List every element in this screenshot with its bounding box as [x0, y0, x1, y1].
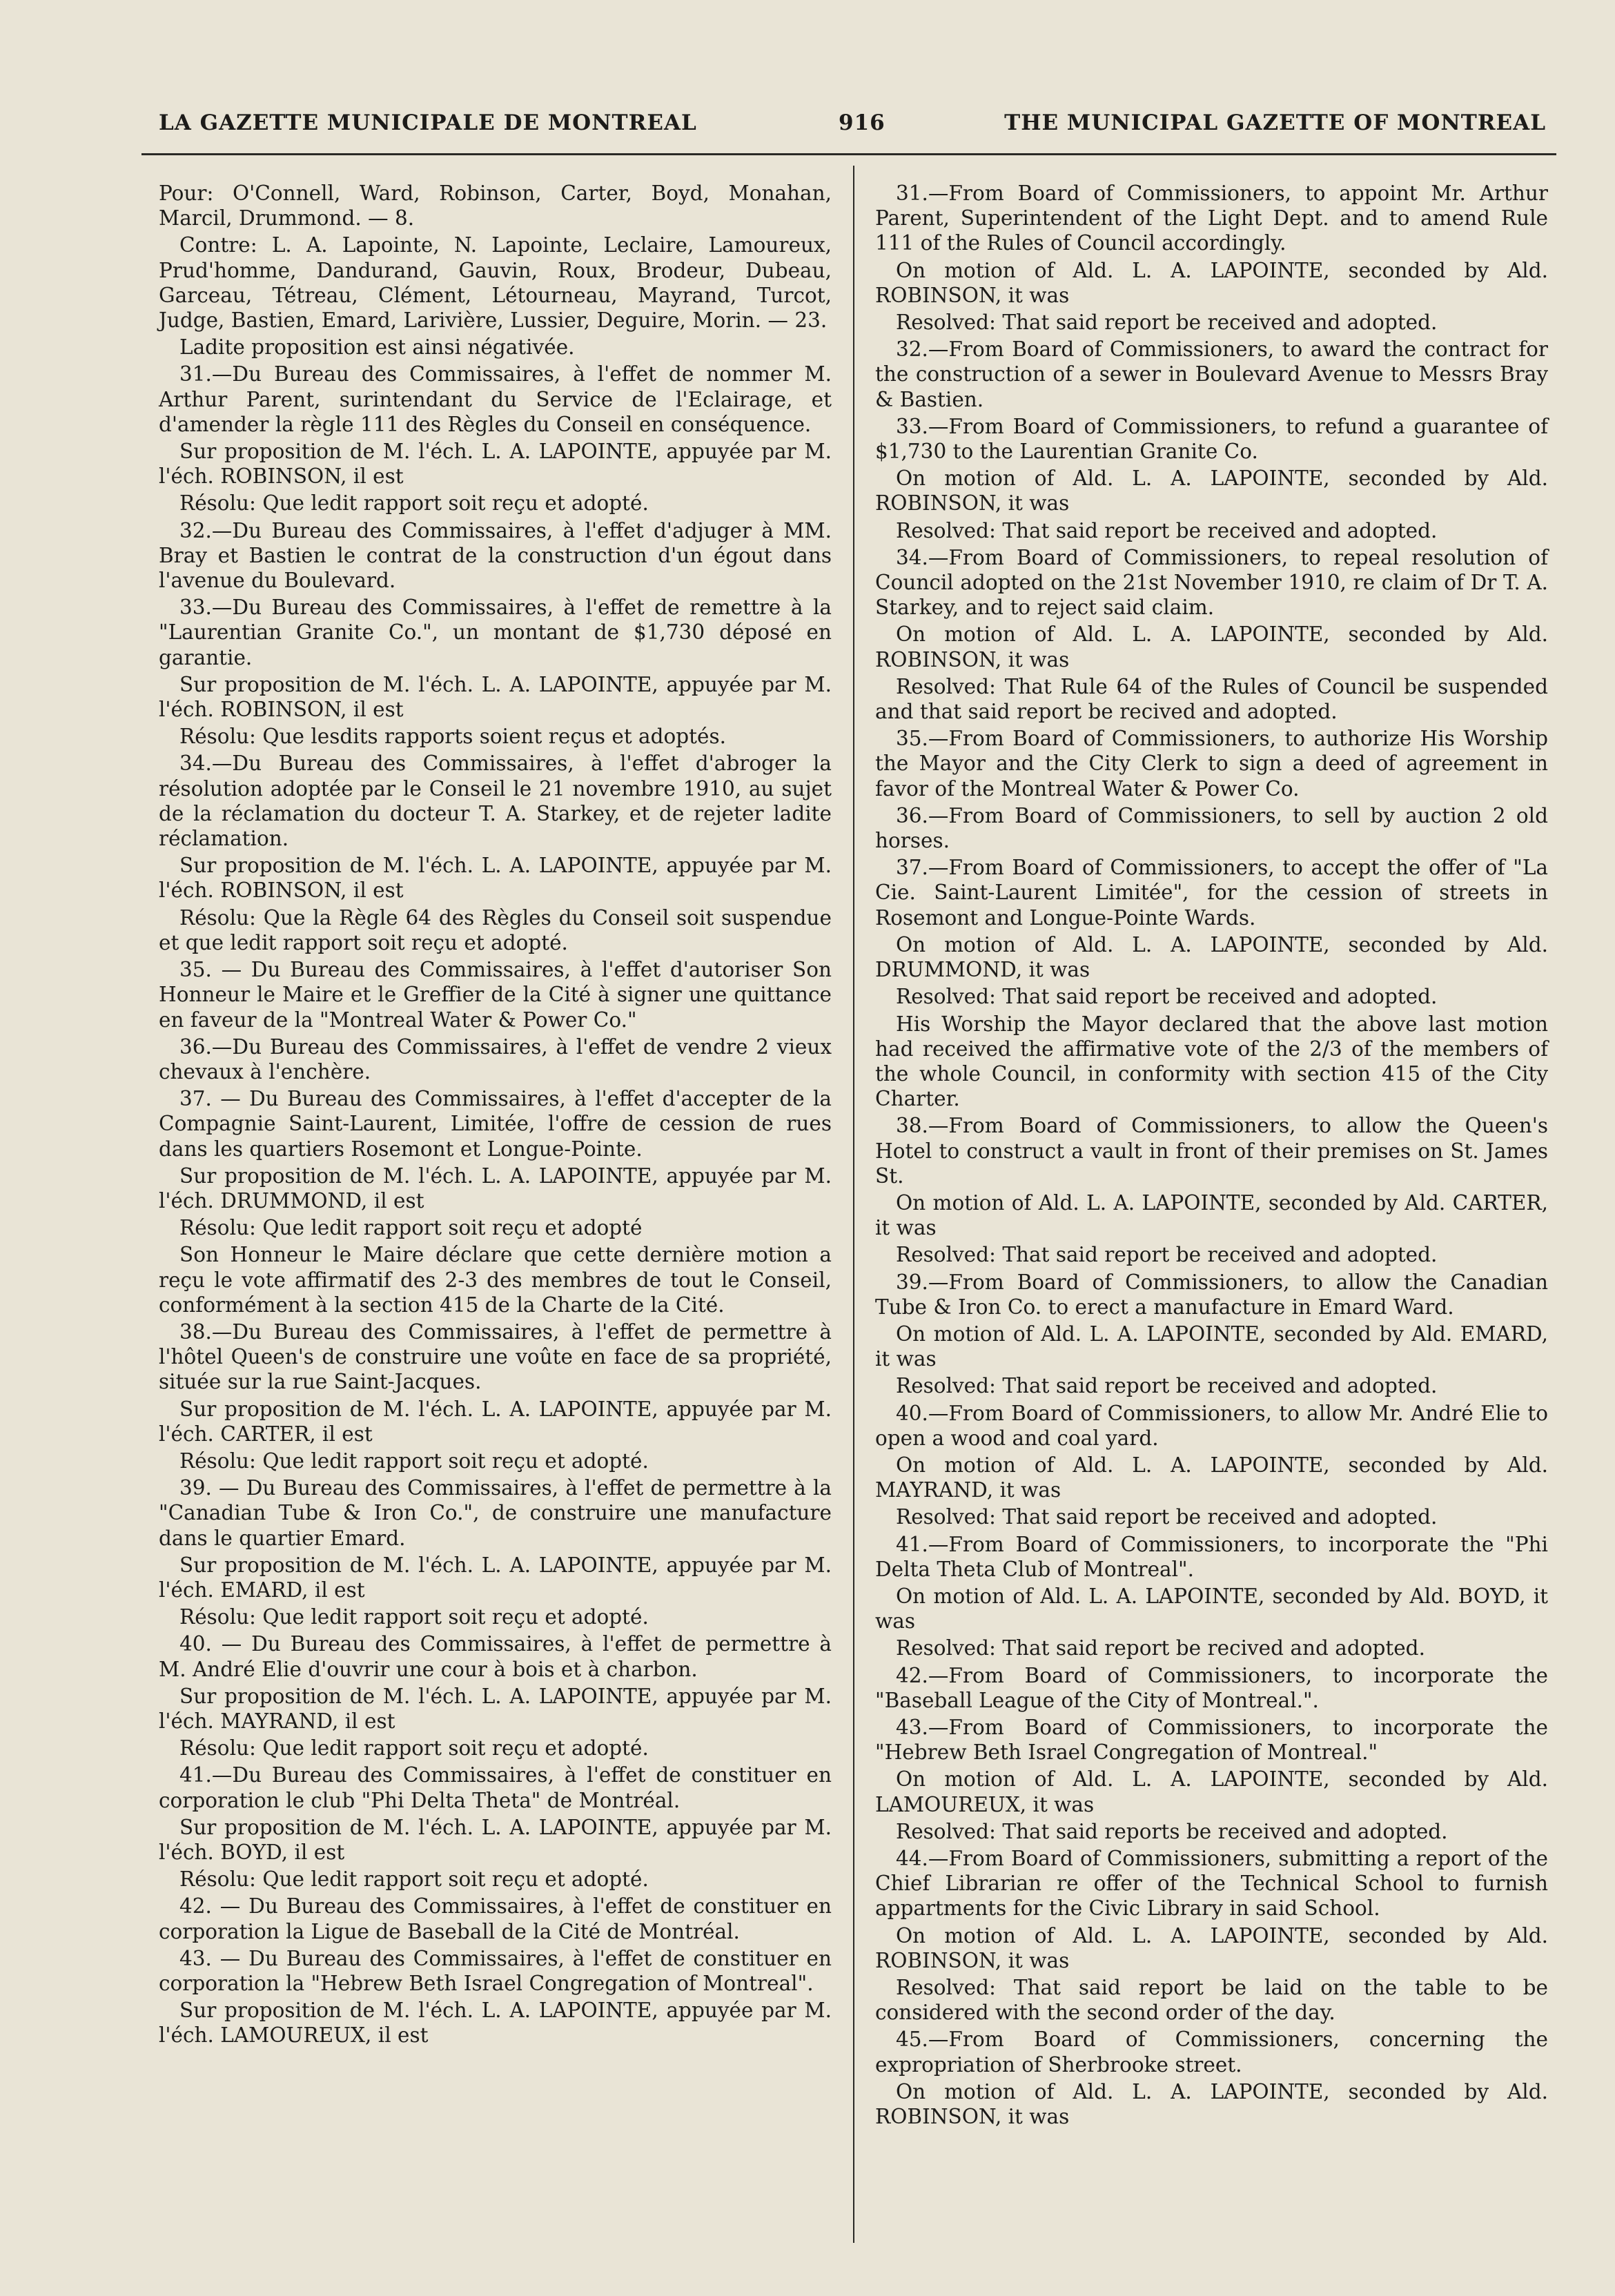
english-paragraph: Resolved: That said reports be received and adopted.: [896, 1819, 1448, 1843]
french-paragraph: Résolu: Que ledit rapport soit reçu et adopté.: [179, 1605, 649, 1629]
english-paragraph: 41.—From Board of Commissioners, to incorporate the "Phi Delta Theta Club of Montreal".: [875, 1532, 1548, 1581]
english-paragraph: On motion of Ald. L. A. LAPOINTE, seconded by Ald. CARTER, it was: [875, 1190, 1548, 1240]
french-paragraph: Résolu: Que la Règle 64 des Règles du Conseil soit suspendue et que ledit rapport soit reçu et adopté.: [159, 905, 832, 954]
french-paragraph: Résolu: Que lesdits rapports soient reçus et adoptés.: [179, 725, 727, 749]
french-paragraph: Contre: L. A. Lapointe, N. Lapointe, Leclaire, Lamoureux, Prud'homme, Dandurand, Gauvin, Roux, Brodeur, Dubeau, Garceau, Tétreau, Clément, Létourneau, Mayrand, Turcot, Judge, Bastien, Emard, Larivière, Lussier, Deguire, Morin. — 23.: [159, 233, 832, 333]
french-column: [159, 181, 832, 2050]
french-paragraph: Résolu: Que ledit rapport soit reçu et adopté.: [179, 1449, 649, 1473]
french-paragraph: 31.—Du Bureau des Commissaires, à l'effet de nommer M. Arthur Parent, surintendant du Service de l'Eclairage, et d'amender la règle 111 des Règles du Conseil en conséquence.: [159, 362, 832, 436]
english-paragraph: Resolved: That said report be received and adopted.: [896, 518, 1438, 542]
french-paragraph: 37. — Du Bureau des Commissaires, à l'effet d'accepter de la Compagnie Saint-Laurent, Limitée, l'offre de cession de rues dans les quartiers Rosemont et Longue-Pointe.: [159, 1087, 832, 1161]
english-paragraph: Resolved: That said report be recived and adopted.: [896, 1636, 1425, 1660]
french-paragraph: 40. — Du Bureau des Commissaires, à l'effet de permettre à M. André Elie d'ouvrir une cour à bois et à charbon.: [159, 1632, 832, 1681]
english-paragraph: 44.—From Board of Commissioners, submitting a report of the Chief Librarian re offer of the Technical School to furnish appartments for the Civic Library in said School.: [875, 1847, 1548, 1921]
french-paragraph: 41.—Du Bureau des Commissaires, à l'effet de constituer en corporation le club "Phi Delta Theta" de Montréal.: [159, 1763, 832, 1812]
english-paragraph: On motion of Ald. L. A. LAPOINTE, seconded by Ald. EMARD, it was: [875, 1322, 1548, 1371]
french-paragraph: Ladite proposition est ainsi négativée.: [179, 335, 575, 360]
french-paragraph: Sur proposition de M. l'éch. L. A. LAPOINTE, appuyée par M. l'éch. ROBINSON, il est: [159, 440, 832, 489]
header-title-french: LA GAZETTE MUNICIPALE DE MONTREAL: [159, 110, 697, 135]
english-paragraph: Resolved: That said report be received and adopted.: [896, 985, 1438, 1009]
english-paragraph: 31.—From Board of Commissioners, to appoint Mr. Arthur Parent, Superintendent of the Light Dept. and to amend Rule 111 of the Rules of Council accordingly.: [875, 181, 1548, 255]
french-paragraph: Résolu: Que ledit rapport soit reçu et adopté: [179, 1216, 643, 1240]
french-paragraph: 43. — Du Bureau des Commissaires, à l'effet de constituer en corporation la "Hebrew Beth Israel Congregation of Montreal".: [159, 1946, 832, 1996]
english-paragraph: 38.—From Board of Commissioners, to allow the Queen's Hotel to construct a vault in front of their premises on St. James St.: [875, 1114, 1548, 1188]
french-paragraph: Sur proposition de M. l'éch. L. A. LAPOINTE, appuyée par M. l'éch. BOYD, il est: [159, 1815, 832, 1864]
english-paragraph: 39.—From Board of Commissioners, to allow the Canadian Tube & Iron Co. to erect a manufacture in Emard Ward.: [875, 1270, 1548, 1319]
english-paragraph: Resolved: That said report be received and adopted.: [896, 1243, 1438, 1267]
english-paragraph: 43.—From Board of Commissioners, to incorporate the "Hebrew Beth Israel Congregation of Montreal.": [875, 1715, 1548, 1765]
french-paragraph: 39. — Du Bureau des Commissaires, à l'effet de permettre à la "Canadian Tube & Iron Co.", de construire une manufacture dans le quartier Emard.: [159, 1476, 832, 1550]
french-paragraph: Pour: O'Connell, Ward, Robinson, Carter, Boyd, Monahan, Marcil, Drummond. — 8.: [159, 181, 832, 230]
french-paragraph: Sur proposition de M. l'éch. L. A. LAPOINTE, appuyée par M. l'éch. ROBINSON, il est: [159, 854, 832, 903]
english-paragraph: 37.—From Board of Commissioners, to accept the offer of "La Cie. Saint-Laurent Limitée", for the cession of streets in Rosemont and Longue-Pointe Wards.: [875, 856, 1548, 930]
french-paragraph: Résolu: Que ledit rapport soit reçu et adopté.: [179, 1736, 649, 1760]
english-paragraph: His Worship the Mayor declared that the above last motion had received the affirmative vote of the 2/3 of the members of the whole Council, in conformity with section 415 of the City Charter.: [875, 1012, 1548, 1111]
header-divider: [141, 153, 1556, 155]
header-title-english: THE MUNICIPAL GAZETTE OF MONTREAL: [1004, 110, 1546, 135]
french-paragraph: Sur proposition de M. l'éch. L. A. LAPOINTE, appuyée par M. l'éch. MAYRAND, il est: [159, 1684, 832, 1733]
english-column: [875, 181, 1548, 2131]
english-paragraph: 36.—From Board of Commissioners, to sell by auction 2 old horses.: [875, 803, 1548, 853]
english-paragraph: 45.—From Board of Commissioners, concerning the expropriation of Sherbrooke street.: [875, 2028, 1548, 2077]
french-paragraph: 34.—Du Bureau des Commissaires, à l'effet d'abroger la résolution adoptée par le Conseil le 21 novembre 1910, au sujet de la réclamation du docteur T. A. Starkey, et de rejeter ladite réclamation.: [159, 752, 832, 851]
english-paragraph: 32.—From Board of Commissioners, to award the contract for the construction of a sewer in Boulevard Avenue to Messrs Bray & Bastien.: [875, 337, 1548, 411]
french-paragraph: 42. — Du Bureau des Commissaires, à l'effet de constituer en corporation la Ligue de Baseball de la Cité de Montréal.: [159, 1894, 832, 1943]
french-paragraph: 32.—Du Bureau des Commissaires, à l'effet d'adjuger à MM. Bray et Bastien le contrat de la construction d'un égout dans l'avenue du Boulevard.: [159, 518, 832, 593]
english-paragraph: 40.—From Board of Commissioners, to allow Mr. André Elie to open a wood and coal yard.: [875, 1401, 1548, 1450]
english-paragraph: Resolved: That said report be received and adopted.: [896, 1374, 1438, 1398]
english-paragraph: On motion of Ald. L. A. LAPOINTE, seconded by Ald. BOYD, it was: [875, 1584, 1548, 1633]
english-paragraph: Resolved: That Rule 64 of the Rules of Council be suspended and that said report be recived and adopted.: [875, 674, 1548, 724]
english-paragraph: On motion of Ald. L. A. LAPOINTE, seconded by Ald. ROBINSON, it was: [875, 467, 1548, 516]
french-paragraph: Sur proposition de M. l'éch. L. A. LAPOINTE, appuyée par M. l'éch. EMARD, il est: [159, 1553, 832, 1602]
column-divider: [853, 166, 854, 2243]
french-paragraph: Sur proposition de M. l'éch. L. A. LAPOINTE, appuyée par M. l'éch. DRUMMOND, il est: [159, 1164, 832, 1213]
page-number: 916: [839, 110, 885, 135]
french-paragraph: Sur proposition de M. l'éch. L. A. LAPOINTE, appuyée par M. l'éch. CARTER, il est: [159, 1397, 832, 1446]
english-paragraph: On motion of Ald. L. A. LAPOINTE, seconded by Ald. ROBINSON, it was: [875, 258, 1548, 307]
english-paragraph: 33.—From Board of Commissioners, to refund a guarantee of $1,730 to the Laurentian Granite Co.: [875, 414, 1548, 464]
english-paragraph: On motion of Ald. L. A. LAPOINTE, seconded by Ald. MAYRAND, it was: [875, 1453, 1548, 1502]
french-paragraph: Sur proposition de M. l'éch. L. A. LAPOINTE, appuyée par M. l'éch. LAMOUREUX, il est: [159, 1999, 832, 2048]
english-paragraph: On motion of Ald. L. A. LAPOINTE, seconded by Ald. DRUMMOND, it was: [875, 932, 1548, 982]
french-paragraph: 33.—Du Bureau des Commissaires, à l'effet de remettre à la "Laurentian Granite Co.", un montant de $1,730 déposé en garantie.: [159, 596, 832, 669]
french-paragraph: 35. — Du Bureau des Commissaires, à l'effet d'autoriser Son Honneur le Maire et le Greffier de la Cité à signer une quittance en faveur de la "Montreal Water & Power Co.": [159, 958, 832, 1032]
french-paragraph: Son Honneur le Maire déclare que cette dernière motion a reçu le vote affirmatif des 2-3 des membres de tout le Conseil, conformément à la section 415 de la Charte de la Cité.: [159, 1243, 832, 1317]
english-paragraph: 42.—From Board of Commissioners, to incorporate the "Baseball League of the City of Montreal.".: [875, 1663, 1548, 1712]
french-paragraph: Résolu: Que ledit rapport soit reçu et adopté.: [179, 491, 649, 516]
english-paragraph: Resolved: That said report be received and adopted.: [896, 1505, 1438, 1529]
page-header: [159, 110, 1546, 145]
english-paragraph: On motion of Ald. L. A. LAPOINTE, seconded by Ald. LAMOUREUX, it was: [875, 1767, 1548, 1816]
english-paragraph: Resolved: That said report be received and adopted.: [896, 311, 1438, 335]
english-paragraph: On motion of Ald. L. A. LAPOINTE, seconded by Ald. ROBINSON, it was: [875, 622, 1548, 671]
english-paragraph: On motion of Ald. L. A. LAPOINTE, seconded by Ald. ROBINSON, it was: [875, 2079, 1548, 2129]
english-paragraph: 35.—From Board of Commissioners, to authorize His Worship the Mayor and the City Clerk to sign a deed of agreement in favor of the Montreal Water & Power Co.: [875, 727, 1548, 801]
french-paragraph: 38.—Du Bureau des Commissaires, à l'effet de permettre à l'hôtel Queen's de construire une voûte en face de sa propriété, située sur la rue Saint-Jacques.: [159, 1319, 832, 1394]
french-paragraph: Résolu: Que ledit rapport soit reçu et adopté.: [179, 1867, 649, 1892]
english-paragraph: On motion of Ald. L. A. LAPOINTE, seconded by Ald. ROBINSON, it was: [875, 1923, 1548, 1972]
french-paragraph: 36.—Du Bureau des Commissaires, à l'effet de vendre 2 vieux chevaux à l'enchère.: [159, 1034, 832, 1083]
english-paragraph: 34.—From Board of Commissioners, to repeal resolution of Council adopted on the 21st November 1910, re claim of Dr T. A. Starkey, and to reject said claim.: [875, 545, 1548, 620]
french-paragraph: Sur proposition de M. l'éch. L. A. LAPOINTE, appuyée par M. l'éch. ROBINSON, il est: [159, 672, 832, 722]
english-paragraph: Resolved: That said report be laid on the table to be considered with the second order of the day.: [875, 1976, 1548, 2025]
